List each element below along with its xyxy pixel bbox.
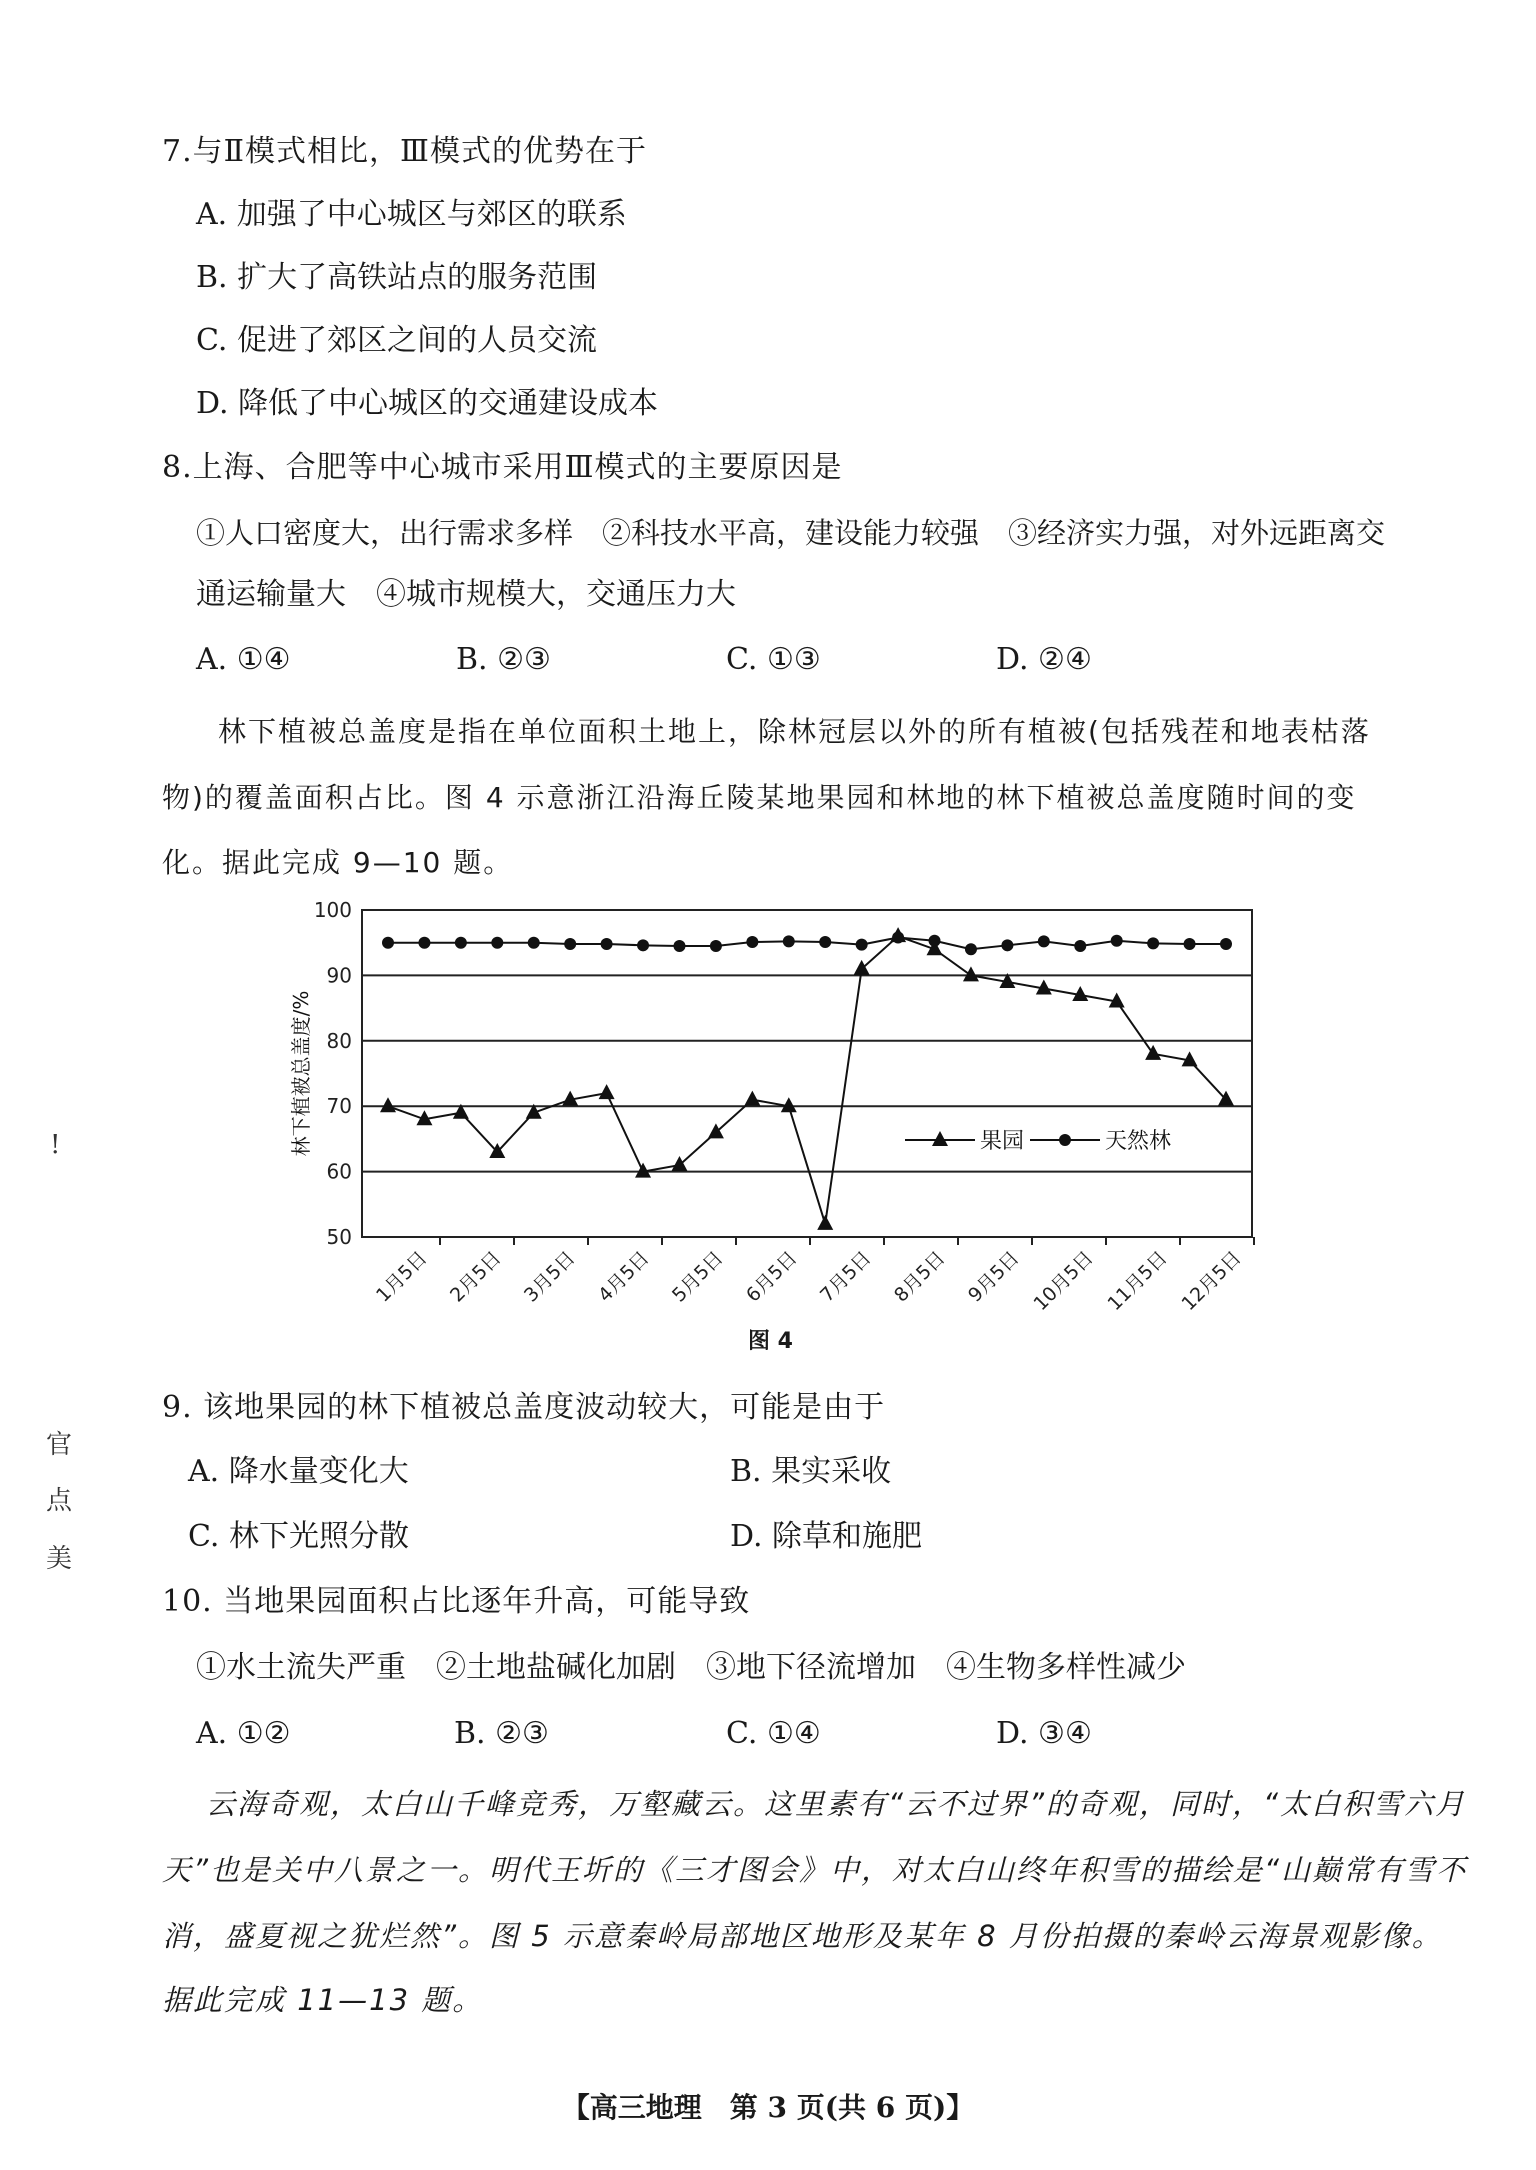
intro-11-13-line4: 据此完成 11—13 题。	[162, 1983, 484, 2017]
q10-stem: 10. 当地果园面积占比逐年升高，可能导致	[162, 1584, 751, 1619]
q9-option-b: B. 果实采收	[730, 1454, 892, 1489]
orchard-point	[708, 1123, 724, 1138]
natural-forest-point	[1074, 940, 1086, 952]
q7-option-c: C. 促进了郊区之间的人员交流	[196, 323, 597, 358]
q8-items-line2: 通运输量大 ④城市规模大，交通压力大	[196, 577, 736, 612]
natural-forest-point	[929, 935, 941, 947]
natural-forest-point	[491, 937, 503, 949]
x-tick-label: 12月5日	[1177, 1246, 1246, 1316]
x-tick-label: 9月5日	[964, 1246, 1024, 1307]
figure-4-caption: 图 4	[748, 1329, 793, 1354]
q9-stem: 9. 该地果园的林下植被总盖度波动较大，可能是由于	[162, 1390, 886, 1425]
q7-option-d: D. 降低了中心城区的交通建设成本	[196, 386, 659, 421]
x-tick-label: 4月5日	[594, 1246, 654, 1307]
y-tick-label: 60	[326, 1159, 352, 1184]
x-tick-label: 2月5日	[446, 1246, 506, 1307]
q9-option-a: A. 降水量变化大	[188, 1454, 409, 1489]
intro-9-10-line3: 化。据此完成 9—10 题。	[162, 846, 514, 879]
natural-forest-point	[892, 931, 904, 943]
natural-forest-point	[1001, 939, 1013, 951]
q10-option-a: A. ①②	[196, 1716, 291, 1751]
natural-forest-point	[601, 938, 613, 950]
natural-forest-point	[746, 936, 758, 948]
natural-forest-point	[1147, 937, 1159, 949]
natural-forest-point	[673, 940, 685, 952]
q10-items: ①水土流失严重 ②土地盐碱化加剧 ③地下径流增加 ④生物多样性减少	[196, 1650, 1186, 1685]
page-footer: 【高三地理 第 3 页(共 6 页)】	[561, 2091, 975, 2124]
y-tick-label: 50	[326, 1225, 352, 1249]
q8-option-d: D. ②④	[996, 642, 1092, 677]
legend-orchard-marker	[932, 1131, 948, 1146]
natural-forest-point	[382, 937, 394, 949]
legend-forest-marker	[1059, 1134, 1071, 1146]
orchard-point	[380, 1097, 396, 1112]
natural-forest-point	[418, 937, 430, 949]
orchard-point	[854, 960, 870, 975]
legend-forest-label: 天然林	[1105, 1129, 1172, 1154]
q10-option-d: D. ③④	[996, 1716, 1092, 1751]
natural-forest-point	[965, 943, 977, 955]
orchard-point	[671, 1156, 687, 1171]
q9-option-c: C. 林下光照分散	[188, 1519, 409, 1554]
y-tick-label: 90	[326, 963, 352, 988]
y-tick-label: 70	[326, 1094, 352, 1119]
q7-option-a: A. 加强了中心城区与郊区的联系	[196, 197, 627, 232]
series-line-natural-forest	[388, 937, 1226, 949]
figure-4-chart	[0, 880, 1536, 1320]
q10-option-c: C. ①④	[726, 1716, 821, 1751]
intro-11-13-line3: 消，盛夏视之犹烂然”。图 5 示意秦岭局部地区地形及某年 8 月份拍摄的秦岭云海景观影像。	[162, 1919, 1443, 1953]
q9-option-d: D. 除草和施肥	[730, 1519, 923, 1554]
x-tick-label: 5月5日	[668, 1246, 728, 1307]
natural-forest-point	[783, 935, 795, 947]
natural-forest-point	[1038, 935, 1050, 947]
x-tick-label: 7月5日	[816, 1246, 876, 1307]
legend-orchard-label: 果园	[980, 1129, 1025, 1154]
natural-forest-point	[710, 940, 722, 952]
orchard-point	[744, 1091, 760, 1106]
margin-mark-4: 美	[46, 1544, 73, 1574]
q8-items-line1: ①人口密度大，出行需求多样 ②科技水平高，建设能力较强 ③经济实力强，对外远距离交	[196, 516, 1386, 550]
x-tick-label: 10月5日	[1029, 1246, 1098, 1316]
natural-forest-point	[856, 939, 868, 951]
natural-forest-point	[637, 939, 649, 951]
q7-stem: 7.与Ⅱ模式相比，Ⅲ模式的优势在于	[162, 134, 647, 169]
natural-forest-point	[1220, 938, 1232, 950]
series-line-orchard	[388, 936, 1226, 1224]
natural-forest-point	[528, 937, 540, 949]
q8-stem: 8.上海、合肥等中心城市采用Ⅲ模式的主要原因是	[162, 450, 843, 485]
y-tick-label: 100	[313, 898, 352, 922]
intro-11-13-line2: 天”也是关中八景之一。明代王圻的《三才图会》中，对太白山终年积雪的描绘是“山巅常有雪不	[162, 1853, 1468, 1887]
x-tick-label: 8月5日	[890, 1246, 950, 1307]
plot-frame	[362, 910, 1252, 1237]
q8-option-b: B. ②③	[456, 642, 551, 677]
orchard-point	[817, 1215, 833, 1230]
margin-mark-3: 点	[46, 1486, 73, 1516]
margin-mark-1: !	[50, 1130, 61, 1160]
intro-9-10-line1: 林下植被总盖度是指在单位面积土地上，除林冠层以外的所有植被(包括残茬和地表枯落	[218, 715, 1371, 748]
natural-forest-point	[819, 936, 831, 948]
x-tick-label: 6月5日	[742, 1246, 802, 1307]
intro-11-13-line1: 云海奇观，太白山千峰竞秀，万壑藏云。这里素有“云不过界”的奇观，同时，“太白积雪六月	[206, 1787, 1467, 1821]
margin-mark-2: 官	[46, 1430, 73, 1460]
natural-forest-point	[455, 937, 467, 949]
q8-option-a: A. ①④	[196, 642, 291, 677]
orchard-point	[963, 966, 979, 981]
y-tick-label: 80	[326, 1028, 352, 1053]
natural-forest-point	[1184, 938, 1196, 950]
q10-option-b: B. ②③	[454, 1716, 549, 1751]
x-tick-label: 11月5日	[1103, 1246, 1172, 1316]
x-tick-label: 1月5日	[372, 1246, 432, 1307]
q7-option-b: B. 扩大了高铁站点的服务范围	[196, 260, 598, 295]
natural-forest-point	[1111, 935, 1123, 947]
q8-option-c: C. ①③	[726, 642, 821, 677]
orchard-point	[599, 1084, 615, 1099]
intro-9-10-line2: 物)的覆盖面积占比。图 4 示意浙江沿海丘陵某地果园和林地的林下植被总盖度随时间的变	[162, 781, 1357, 814]
natural-forest-point	[564, 938, 576, 950]
y-axis-label: 林下植被总盖度/%	[289, 990, 313, 1157]
x-tick-label: 3月5日	[520, 1246, 580, 1307]
